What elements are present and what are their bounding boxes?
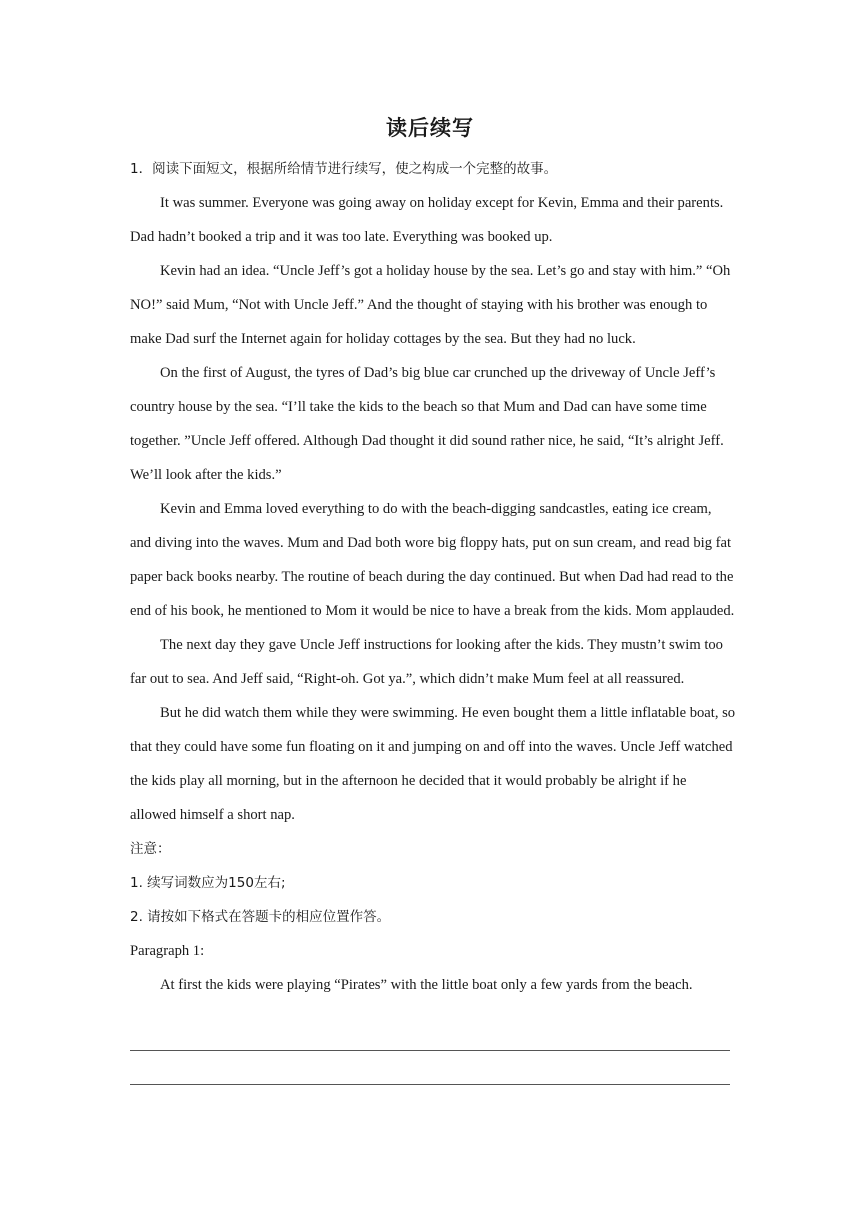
task-instruction: 1．阅读下面短文，根据所给情节进行续写，使之构成一个完整的故事。 xyxy=(130,161,558,177)
paragraph-label: Paragraph 1: xyxy=(130,943,205,959)
answer-line-2[interactable] xyxy=(130,1084,730,1085)
story-paragraph-4: Kevin and Emma loved everything to do with the beach-digging sandcastles, eating ice cream, and diving into the waves. Mum and Dad both wore big floppy hats, put on sun cream, and read big fat paper back books nearby. The routine of beach during the day continued. But when Dad had read to the end of his book, he mentioned to Mom it would be nice to have a break from the kids. Mom applauded. xyxy=(130,501,735,619)
answer-line-1[interactable] xyxy=(130,1050,730,1051)
story-paragraph-6: But he did watch them while they were swimming. He even bought them a little inflatable boat, so that they could have some fun floating on it and jumping on and off into the waves. Uncle Jeff watched the kids play all morning, but in the afternoon he decided that it would probably be alright if he allowed himself a short nap. xyxy=(130,705,736,823)
note-word-count: 1. 续写词数应为150左右; xyxy=(130,875,286,891)
story-paragraph-3: On the first of August, the tyres of Dad’s big blue car crunched up the driveway of Uncle Jeff’s country house by the sea. “I’ll take the kids to the beach so that Mum and Dad can have some time together. ”Uncle Jeff offered. Although Dad thought it did sound rather nice, he said, “It’s alright Jeff. We’ll look after the kids.” xyxy=(130,365,724,483)
note-answer-format: 2. 请按如下格式在答题卡的相应位置作答。 xyxy=(130,909,391,925)
story-paragraph-5: The next day they gave Uncle Jeff instructions for looking after the kids. They mustn’t swim too far out to sea. And Jeff said, “Right-oh. Got ya.”, which didn’t make Mum feel at all reassured. xyxy=(130,637,723,687)
story-paragraph-1: It was summer. Everyone was going away on holiday except for Kevin, Emma and their parents. Dad hadn’t booked a trip and it was too late. Everything was booked up. xyxy=(130,195,724,245)
question-body xyxy=(130,152,736,1002)
paragraph-opening-sentence: At first the kids were playing “Pirates” with the little boat only a few yards from the beach. xyxy=(160,977,693,993)
page-title: 读后续写 xyxy=(386,116,474,140)
story-paragraph-2: Kevin had an idea. “Uncle Jeff’s got a holiday house by the sea. Let’s go and stay with him.” “Oh NO!” said Mum, “Not with Uncle Jeff.” And the thought of staying with his brother was enough to make Dad surf the Internet again for holiday cottages by the sea. But they had no luck. xyxy=(130,263,731,347)
notes-heading: 注意： xyxy=(130,841,171,857)
